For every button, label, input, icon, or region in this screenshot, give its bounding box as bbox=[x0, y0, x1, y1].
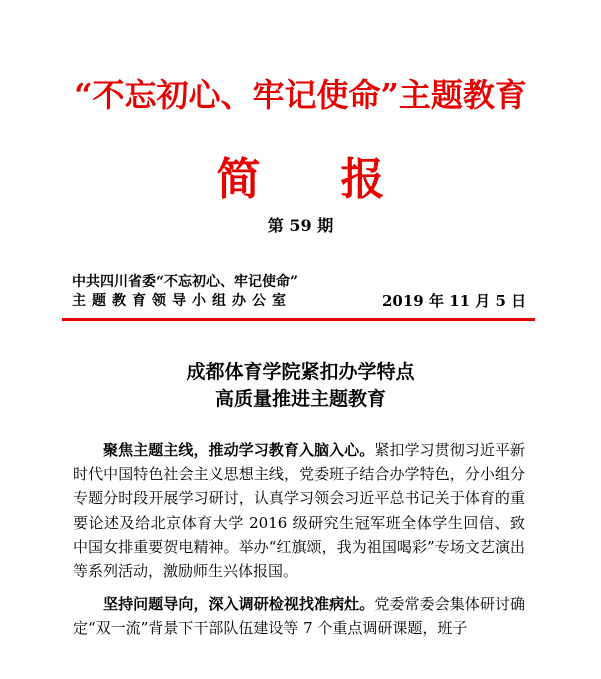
masthead-subtitle bbox=[0, 143, 601, 207]
paragraph-lead: 坚持问题导向，深入调研检视找准病灶。 bbox=[103, 595, 375, 614]
issue-number: 第 59 期 bbox=[267, 216, 334, 235]
paragraph bbox=[73, 592, 525, 640]
paragraph-lead: 聚焦主题主线，推动学习教育入脑入心。 bbox=[103, 441, 375, 459]
red-divider bbox=[62, 318, 535, 321]
article-body bbox=[73, 438, 525, 641]
masthead-subtitle-right: 报 bbox=[340, 154, 385, 205]
publication-date: 2019 年 11 月 5 日 bbox=[382, 292, 527, 310]
masthead-subtitle-left: 简 bbox=[216, 154, 261, 205]
article-title-line-2: 高质量推进主题教育 bbox=[214, 388, 386, 410]
paragraph-text: 紧扣学习贯彻习近平新时代中国特色社会主义思想主线，党委班子结合办学特色，分小组分专题分时段开展学习研讨，认真学习领会习近平总书记关于体育的重要论述及给北京体育大学 2016 级研究生冠军班全体学生回信、致中国女排重要贺电精神。举办“红旗颂，我为祖国喝彩”专场文艺演出等系列活动，激励师生兴体报国。 bbox=[73, 441, 525, 581]
paragraph bbox=[73, 438, 525, 583]
paragraph-text: 党委常委会集体研讨确定“双一流”背景下干部队伍建设等 7 个重点调研课题，班子 bbox=[73, 595, 525, 638]
issuer-line-1: 中共四川省委“不忘初心、牢记使命” bbox=[72, 274, 299, 290]
article-title-line-1: 成都体育学院紧扣办学特点 bbox=[186, 361, 415, 383]
issuer-line-2: 主题教育领导小组办公室 bbox=[72, 293, 292, 309]
masthead-title: “不忘初心、牢记使命”主题教育 bbox=[74, 76, 527, 114]
